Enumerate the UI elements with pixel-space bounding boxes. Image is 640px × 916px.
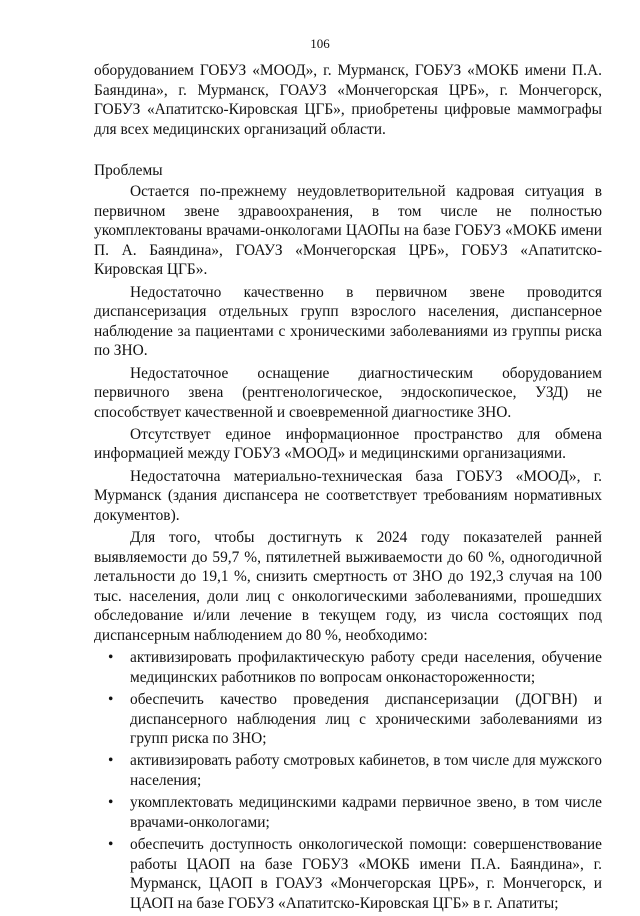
bullet-text: обеспечить доступность онкологической помощи: совершенствование работы ЦАОП на базе ГОБУЗ «МОКБ имени П.А. Баяндина», г. Мурманск, ЦАОП в ГОАУЗ «Мончегорская ЦРБ», г. Мончегорск, и ЦАОП на базе ГОБУЗ «Апатитско-Кировская ЦГБ» в г. Апатиты; <box>130 835 602 912</box>
paragraph-information: Отсутствует единое информационное пространство для обмена информацией между ГОБУЗ «МООД» и медицинскими организациями. <box>94 425 602 463</box>
paragraph-material-base: Недостаточна материально-техническая база ГОБУЗ «МООД», г. Мурманск (здания диспансера не соответствует требованиям нормативных документов). <box>94 467 602 524</box>
page-content <box>94 61 602 916</box>
bullet-icon: • <box>108 752 114 770</box>
bullet-text: активизировать профилактическую работу среди населения, обучение медицинских работников по вопросам онконастороженности; <box>130 649 602 686</box>
paragraph-targets: Для того, чтобы достигнуть к 2024 году показателей ранней выявляемости до 59,7 %, пятилетней выживаемости до 60 %, одногодичной летальности до 19,1 %, снизить смертность от ЗНО до 192,3 случая на 100 тыс. населения, доли лиц с онкологическими заболеваниями, прошедших обследование и/или лечение в текущем году, из числа состоящих под диспансерным наблюдением до 80 %, необходимо: <box>94 529 602 644</box>
bullet-icon: • <box>108 690 114 708</box>
bullet-item <box>94 690 602 749</box>
bullet-text: укомплектовать медицинскими кадрами первичное звено, в том числе врачами-онкологами; <box>130 794 602 831</box>
section-heading: Проблемы <box>94 162 163 180</box>
bullet-item <box>94 648 602 687</box>
bullet-text: активизировать работу смотровых кабинетов, в том числе для мужского населения; <box>130 752 602 789</box>
bullet-text: обеспечить качество проведения диспансеризации (ДОГВН) и диспансерного наблюдения лиц с хроническими заболеваниями из групп риска по ЗНО; <box>130 690 602 748</box>
paragraph-dispensary: Недостаточно качественно в первичном звене проводится диспансеризация отдельных групп взрослого населения, диспансерное наблюдение за пациентами с хроническими заболеваниями из группы риска по ЗНО. <box>94 283 602 360</box>
bullet-item <box>94 793 602 832</box>
bullet-icon: • <box>108 794 114 812</box>
bullet-item <box>94 835 602 913</box>
paragraph-equipment: Недостаточное оснащение диагностическим оборудованием первичного звена (рентгенологическое, эндоскопическое, УЗД) не способствует качественной и своевременной диагностике ЗНО. <box>94 364 602 421</box>
page-number: 106 <box>310 36 330 51</box>
bullet-item <box>94 751 602 790</box>
paragraph-staffing: Остается по-прежнему неудовлетворительной кадровая ситуация в первичном звене здравоохранения, в том числе не полностью укомплектованы врачами-онкологами ЦАОПы на базе ГОБУЗ «МОКБ имени П. А. Баяндина», ГОАУЗ «Мончегорская ЦРБ», ГОБУЗ «Апатитско-Кировская ЦГБ». <box>94 182 602 279</box>
bullet-icon: • <box>108 649 114 667</box>
bullet-icon: • <box>108 835 114 853</box>
intro-paragraph: оборудованием ГОБУЗ «МООД», г. Мурманск, ГОБУЗ «МОКБ имени П.А. Баяндина», г. Мурманск, ГОАУЗ «Мончегорская ЦРБ», г. Мончегорск, ГОБУЗ «Апатитско-Кировская ЦГБ», приобретены цифровые маммографы для всех медицинских организаций области. <box>94 62 602 138</box>
